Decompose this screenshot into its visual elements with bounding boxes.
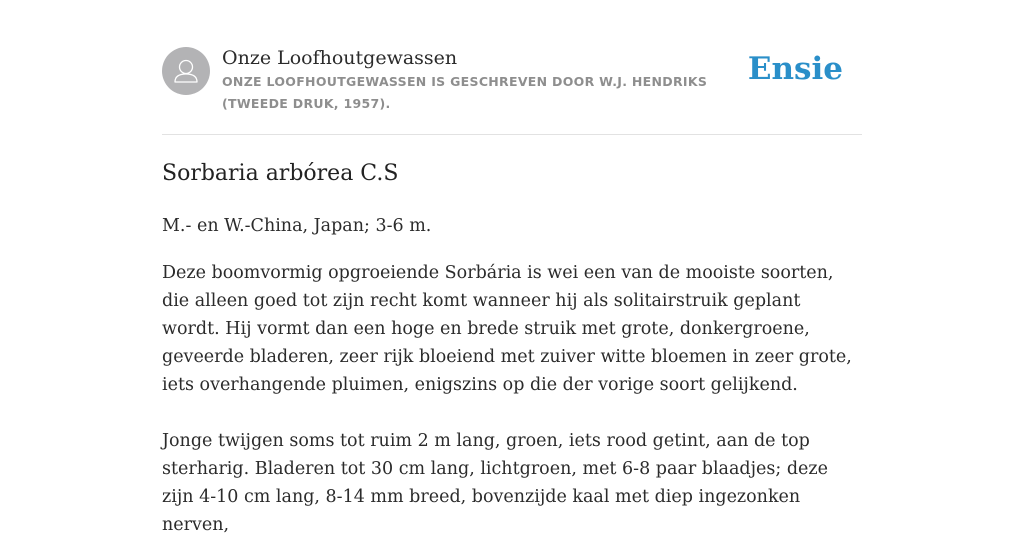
page bbox=[162, 0, 862, 535]
entry-title: Sorbaria arbórea C.S bbox=[162, 161, 399, 186]
dictionary-avatar[interactable] bbox=[162, 47, 210, 95]
dictionary-description: ONZE LOOFHOUTGEWASSEN IS GESCHREVEN DOOR W.J. HENDRIKS (TWEEDE DRUK, 1957). bbox=[222, 74, 708, 111]
dictionary-header bbox=[162, 0, 862, 135]
user-icon bbox=[162, 47, 210, 95]
entry-paragraph: Jonge twijgen soms tot ruim 2 m lang, groen, iets rood getint, aan de top sterharig. Bladeren tot 30 cm lang, lichtgroen, met 6-8 paar blaadjes; deze zijn 4-10 cm lang, 8-14 mm breed, bovenzijde kaal met diep ingezonken nerven, bbox=[162, 431, 828, 535]
entry-paragraph: Deze boomvormig opgroeiende Sorbária is wei een van de mooiste soorten, die alleen goed tot zijn recht komt wanneer hij als solitairstruik geplant wordt. Hij vormt dan een hoge en brede struik met grote, donkergroene, geveerde bladeren, zeer rijk bloeiend met zuiver witte bloemen in zeer grote, iets overhangende pluimen, enigszins op die der vorige soort gelijkend. bbox=[162, 263, 852, 395]
ensie-logo-link[interactable]: Ensie bbox=[747, 51, 843, 87]
entry-origin: M.- en W.-China, Japan; 3-6 m. bbox=[162, 216, 432, 236]
dictionary-title[interactable]: Onze Loofhoutgewassen bbox=[222, 47, 458, 69]
entry-body bbox=[162, 212, 862, 539]
